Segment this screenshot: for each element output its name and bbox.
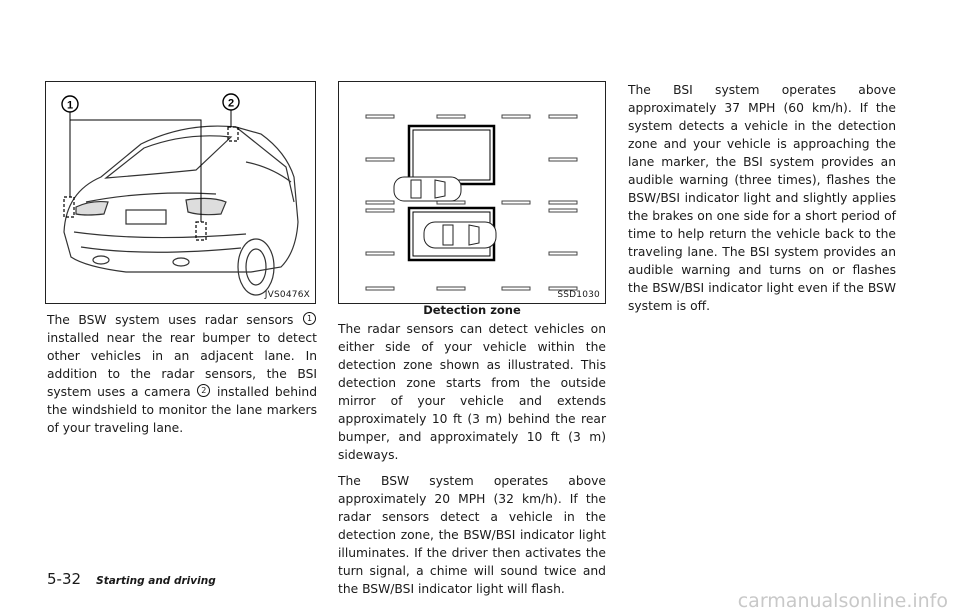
figure-caption: Detection zone [423, 303, 521, 317]
adjacent-vehicle-icon [394, 177, 461, 201]
svg-text:1: 1 [66, 99, 74, 112]
car-rear-view-illustration [46, 82, 315, 303]
left-column [47, 311, 317, 445]
page-footer [47, 569, 216, 588]
paragraph: The radar sensors can detect vehicles on either side of your vehicle within the detection zone shown as illustrated. This detection zone starts from the outside mirror of your vehicle and extends approximately 10 ft (3 m) behind the rear bumper, and approximately 10 ft (3 m) sideways. [338, 322, 606, 462]
own-vehicle-icon [424, 222, 496, 248]
figure-detection-zone [338, 81, 606, 304]
figure-car-rear-view [45, 81, 316, 304]
watermark: carmanualsonline.info [737, 590, 948, 612]
paragraph: The BSW system uses radar sensors 1 installed near the rear bumper to detect other vehicles in an adjacent lane. In addition to the radar sensors, the BSI system uses a camera 2 installed behind the windshield to monitor the lane markers of your traveling lane. [47, 313, 317, 435]
section-title: Starting and driving [96, 575, 216, 587]
detection-zone-illustration [339, 82, 605, 303]
middle-column [338, 320, 606, 606]
callout-1-icon: 1 [303, 312, 316, 325]
right-column [628, 81, 896, 323]
page-number: 5-32 [47, 570, 82, 588]
paragraph: The BSW system operates above approximately 20 MPH (32 km/h). If the radar sensors detect a vehicle in the detection zone, the BSW/BSI indicator light illuminates. If the driver then activates the turn signal, a chime will sound twice and the BSW/BSI indicator light will flash. [338, 474, 606, 596]
svg-text:2: 2 [227, 97, 235, 110]
callout-2-icon [223, 94, 239, 110]
figure-code: SSD1030 [557, 290, 600, 300]
figure-code: JVS0476X [264, 290, 310, 300]
callout-2-icon: 2 [197, 384, 210, 397]
paragraph: The BSI system operates above approximately 37 MPH (60 km/h). If the system detects a vehicle in the detection zone and your vehicle is approaching the lane marker, the BSI system provides an audible warning (three times), flashes the BSW/BSI indicator light and slightly applies the brakes on one side for a short period of time to help return the vehicle back to the traveling lane. The BSI system provides an audible warning and turns on or flashes the BSW/BSI indicator light even if the BSW system is off. [628, 83, 896, 313]
callout-1-icon [62, 96, 78, 112]
